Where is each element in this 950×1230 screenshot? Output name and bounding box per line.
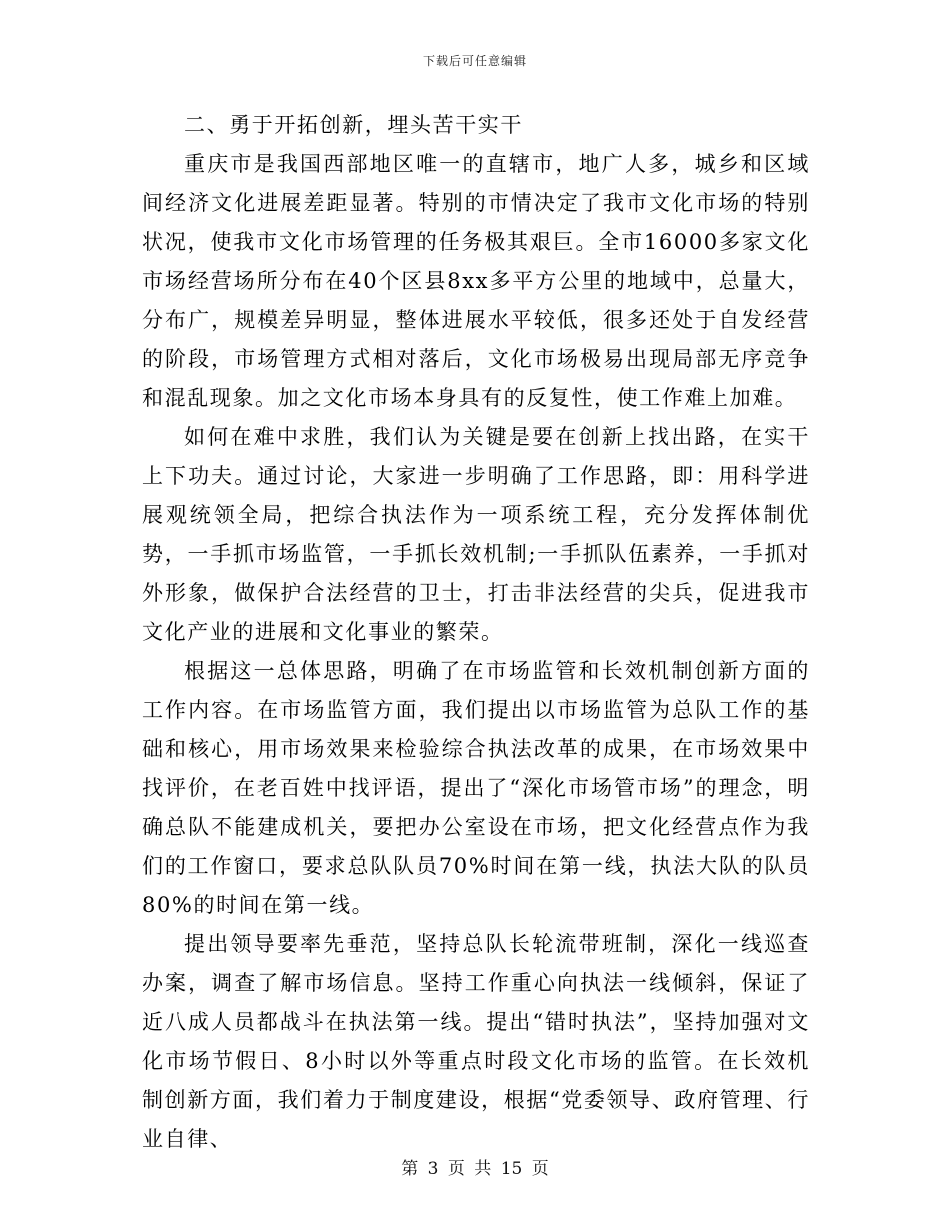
paragraph-2: 如何在难中求胜，我们认为关键是要在创新上找出路，在实干上下功夫。通过讨论，大家进一步明确了工作思路，即：用科学进展观统领全局，把综合执法作为一项系统工程，充分发挥体制优势，一手抓市场监管，一手抓长效机制;一手抓队伍素养，一手抓对外形象，做保护合法经营的卫士，打击非法经营的尖兵，促进我市文化产业的进展和文化事业的繁荣。 — [142, 425, 810, 644]
page-number-footer: 第 3 页 共 15 页 — [401, 1159, 549, 1179]
page-header-note: 下载后可任意编辑 — [422, 54, 527, 68]
paragraph-4: 提出领导要率先垂范，坚持总队长轮流带班制，深化一线巡查办案，调查了解市场信息。坚持工作重心向执法一线倾斜，保证了近八成人员都战斗在执法第一线。提出“错时执法”，坚持加强对文化市场节假日、8小时以外等重点时段文化市场的监管。在长效机制创新方面，我们着力于制度建设，根据“党委领导、政府管理、行业自律、 — [142, 932, 810, 1151]
section-heading: 二、勇于开拓创新，埋头苦干实干 — [184, 113, 523, 137]
document-body — [142, 106, 810, 1159]
paragraph-1: 重庆市是我国西部地区唯一的直辖市，地广人多，城乡和区域间经济文化进展差距显著。特别的市情决定了我市文化市场的特别状况，使我市文化市场管理的任务极其艰巨。全市16000多家文化市场经营场所分布在40个区县8xx多平方公里的地域中，总量大，分布广，规模差异明显，整体进展水平较低，很多还处于自发经营的阶段，市场管理方式相对落后，文化市场极易出现局部无序竞争和混乱现象。加之文化市场本身具有的反复性，使工作难上加难。 — [142, 152, 810, 410]
paragraph-3: 根据这一总体思路，明确了在市场监管和长效机制创新方面的工作内容。在市场监管方面，我们提出以市场监管为总队工作的基础和核心，用市场效果来检验综合执法改革的成果，在市场效果中找评价，在老百姓中找评语，提出了“深化市场管市场”的理念，明确总队不能建成机关，要把办公室设在市场，把文化经营点作为我们的工作窗口，要求总队队员70%时间在第一线，执法大队的队员80%的时间在第一线。 — [142, 659, 810, 917]
